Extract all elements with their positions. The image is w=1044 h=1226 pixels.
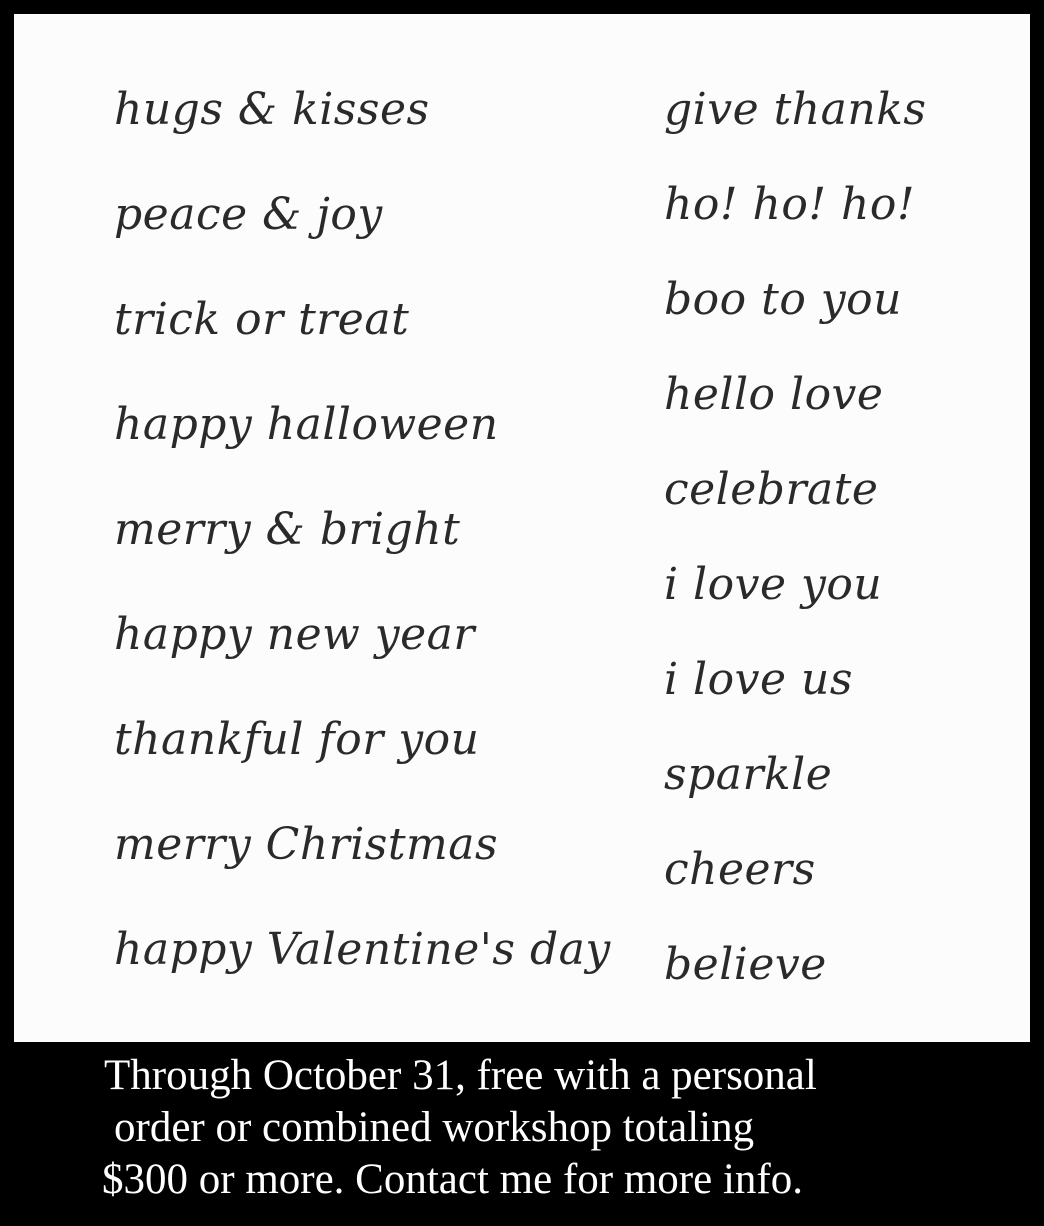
phrase-happy-halloween: happy halloween	[114, 399, 499, 450]
phrase-sparkle: sparkle	[664, 749, 833, 800]
phrase-happy-valentines-day: happy Valentine's day	[114, 924, 611, 975]
phrase-trick-or-treat: trick or treat	[114, 294, 410, 345]
promo-caption-line-1: Through October 31, free with a personal	[104, 1052, 817, 1099]
promo-caption-line-3: $300 or more. Contact me for more info.	[102, 1156, 803, 1203]
phrase-i-love-us: i love us	[664, 654, 853, 705]
phrase-happy-new-year: happy new year	[114, 609, 475, 660]
phrase-peace-joy: peace & joy	[114, 189, 383, 240]
phrase-i-love-you: i love you	[664, 559, 883, 610]
phrase-believe: believe	[664, 939, 827, 990]
phrase-hugs-kisses: hugs & kisses	[114, 84, 430, 135]
phrase-hello-love: hello love	[664, 369, 884, 420]
promo-caption-line-2: order or combined workshop totaling	[114, 1104, 755, 1151]
left-phrase-column	[114, 84, 611, 1029]
phrase-give-thanks: give thanks	[664, 84, 927, 135]
promo-caption	[0, 1050, 1044, 1206]
stamp-sheet-panel	[14, 14, 1030, 1042]
phrase-ho-ho-ho: ho! ho! ho!	[664, 179, 916, 230]
phrase-thankful-for-you: thankful for you	[114, 714, 480, 765]
phrase-celebrate: celebrate	[664, 464, 879, 515]
right-phrase-column	[664, 84, 984, 1034]
phrase-boo-to-you: boo to you	[664, 274, 902, 325]
phrase-cheers: cheers	[664, 844, 816, 895]
phrase-merry-bright: merry & bright	[114, 504, 461, 555]
phrase-merry-christmas: merry Christmas	[114, 819, 499, 870]
